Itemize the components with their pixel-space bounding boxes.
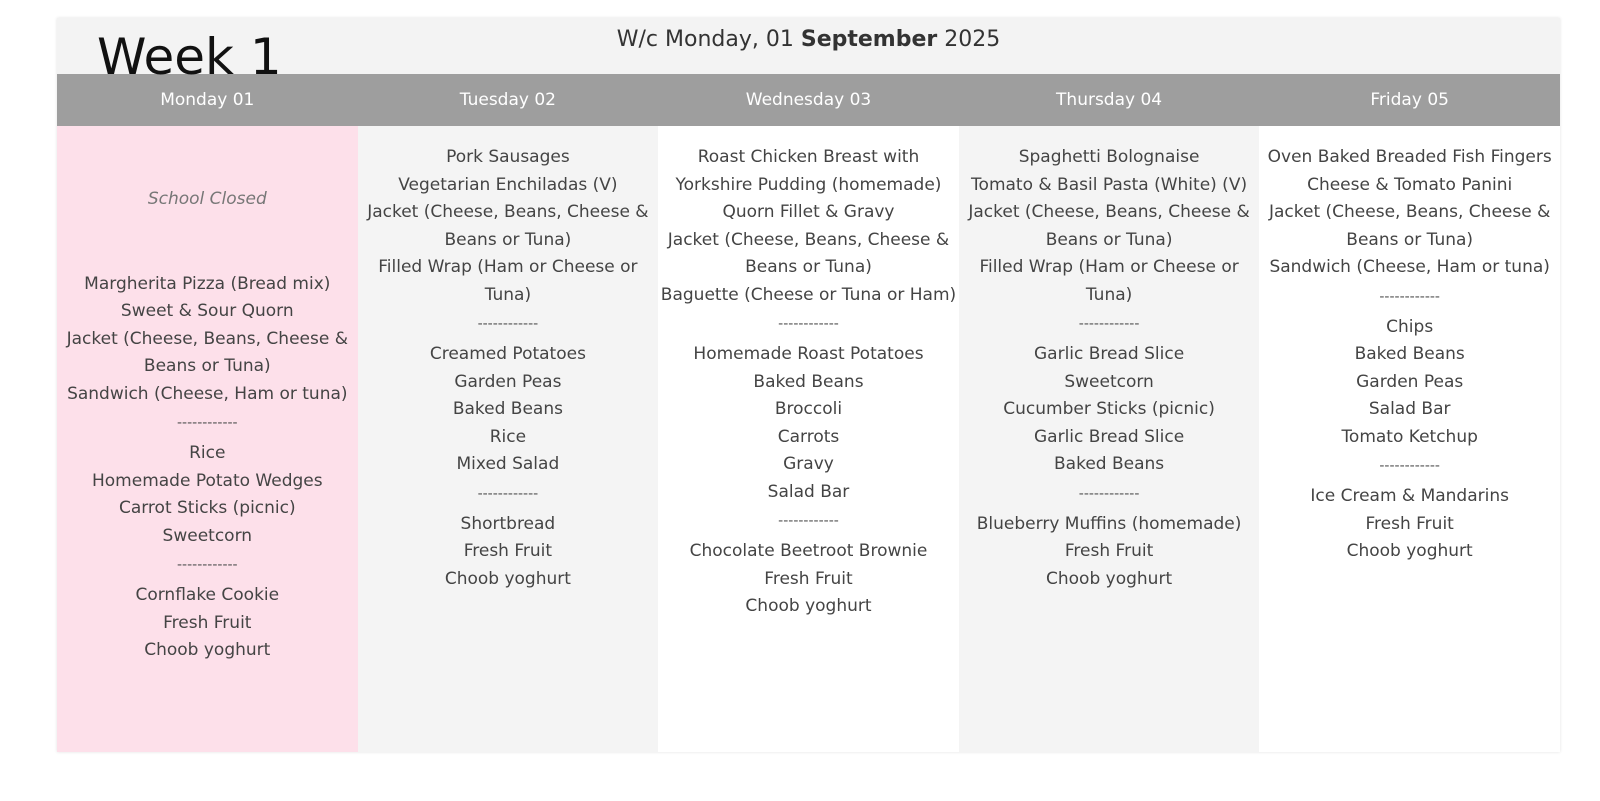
menu-item: Jacket (Cheese, Beans, Cheese & (367, 202, 649, 222)
menu-item: Spaghetti Bolognaise (1018, 147, 1200, 167)
sides-list (959, 341, 1260, 479)
menu-item: Choob yoghurt (144, 640, 271, 660)
menu-item: Sweetcorn (162, 525, 253, 546)
menu-item: Salad Bar (767, 481, 850, 502)
menu-item: Ice Cream & Mandarins (1310, 486, 1509, 506)
menu-item: Quorn Fillet & Gravy (722, 202, 895, 222)
menu-item: Gravy (783, 454, 834, 474)
day-column-friday (1259, 126, 1560, 752)
menu-item: Carrots (777, 426, 840, 447)
menu-item: Fresh Fruit (764, 568, 853, 589)
main-course-list (358, 144, 659, 309)
school-closed-note: School Closed (147, 189, 267, 209)
day-column-wednesday (658, 126, 959, 752)
day-header-row (57, 74, 1560, 126)
menu-item: Garden Peas (454, 371, 562, 392)
menu-item: Filled Wrap (Ham or Cheese or (979, 257, 1239, 277)
menu-item: Choob yoghurt (444, 568, 571, 589)
menu-item: Fresh Fruit (1064, 541, 1154, 561)
dessert-list (57, 582, 358, 665)
menu-item: Yorkshire Pudding (homemade) (675, 174, 942, 195)
menu-item: Mixed Salad (456, 454, 560, 474)
menu-item: Baked Beans (1354, 344, 1465, 364)
menu-item: Homemade Roast Potatoes (693, 344, 924, 364)
menu-item: Fresh Fruit (1365, 513, 1454, 534)
menu-item: Tuna) (1085, 284, 1133, 305)
menu-item: Baked Beans (753, 371, 864, 392)
course-divider: ------------ (1078, 485, 1140, 502)
menu-item: Fresh Fruit (463, 541, 553, 561)
sides-list (358, 341, 659, 479)
menu-item: Baked Beans (452, 399, 563, 419)
day-header-thursday: Thursday 04 (1056, 90, 1163, 110)
week-title (57, 27, 1560, 52)
sides-list (57, 440, 358, 550)
course-divider: ------------ (1379, 288, 1440, 305)
menu-item: Cucumber Sticks (picnic) (1003, 399, 1215, 419)
menu-item: Cornflake Cookie (135, 585, 280, 605)
menu-item: Tomato Ketchup (1341, 426, 1478, 447)
menu-item: Choob yoghurt (1046, 568, 1173, 589)
menu-columns (57, 126, 1560, 752)
week-title-prefix: W/c Monday, 01 (616, 27, 801, 52)
main-course-list (57, 271, 358, 409)
menu-item: Tomato & Basil Pasta (White) (V) (971, 174, 1248, 195)
menu-item: Beans or Tuna) (444, 229, 572, 250)
course-divider: ------------ (176, 415, 238, 431)
day-header-tuesday: Tuesday 02 (459, 90, 556, 110)
menu-item: Beans or Tuna) (745, 257, 872, 277)
course-divider: ------------ (477, 485, 539, 502)
menu-item: Cheese & Tomato Panini (1307, 174, 1513, 195)
menu-item: Carrot Sticks (picnic) (118, 498, 296, 518)
day-column-thursday (959, 126, 1260, 752)
menu-item: Vegetarian Enchiladas (V) (398, 174, 618, 195)
menu-item: Garlic Bread Slice (1033, 426, 1185, 447)
course-divider: ------------ (477, 316, 539, 332)
day-header-monday: Monday 01 (160, 90, 255, 110)
week-header (57, 18, 1560, 74)
week-label: Week 1 (97, 28, 282, 86)
menu-item: Jacket (Cheese, Beans, Cheese & (667, 229, 950, 250)
week-title-month: September (800, 27, 938, 52)
day-header-wednesday: Wednesday 03 (745, 90, 872, 110)
sides-list (1259, 314, 1560, 452)
menu-item: Beans or Tuna) (143, 356, 271, 376)
dessert-list (358, 511, 659, 594)
week-title-year: 2025 (937, 27, 1001, 52)
menu-item: Blueberry Muffins (homemade) (976, 513, 1242, 534)
menu-item: Chips (1386, 316, 1434, 337)
menu-item: Creamed Potatoes (429, 344, 586, 364)
menu-item: Sweetcorn (1064, 371, 1154, 392)
menu-item: Jacket (Cheese, Beans, Cheese & (1268, 202, 1551, 222)
day-column-monday (57, 126, 358, 752)
menu-item: Garden Peas (1356, 371, 1464, 392)
menu-card (57, 18, 1560, 752)
menu-item: Baked Beans (1054, 454, 1165, 474)
menu-item: Choob yoghurt (1346, 541, 1473, 561)
dessert-list (1259, 483, 1560, 566)
menu-item: Garlic Bread Slice (1033, 344, 1185, 364)
menu-item: Filled Wrap (Ham or Cheese or (378, 257, 638, 277)
main-course-list (658, 144, 959, 309)
menu-item: Shortbread (460, 513, 556, 534)
menu-item: Sweet & Sour Quorn (120, 301, 294, 321)
course-divider: ------------ (778, 513, 839, 529)
dessert-list (959, 511, 1260, 594)
menu-item: Choob yoghurt (745, 596, 872, 616)
day-header-friday: Friday 05 (1370, 90, 1449, 110)
menu-item: Tuna) (484, 284, 532, 305)
menu-item: Rice (189, 443, 226, 463)
course-divider: ------------ (778, 316, 839, 332)
menu-item: Salad Bar (1368, 399, 1451, 419)
menu-item: Jacket (Cheese, Beans, Cheese & (968, 202, 1250, 222)
dessert-list (658, 538, 959, 621)
menu-item: Beans or Tuna) (1045, 229, 1173, 250)
menu-item: Pork Sausages (446, 147, 570, 167)
menu-item: Jacket (Cheese, Beans, Cheese & (66, 328, 348, 349)
menu-item: Homemade Potato Wedges (91, 470, 323, 491)
day-column-tuesday (358, 126, 659, 752)
menu-item: Beans or Tuna) (1346, 229, 1474, 250)
menu-item: Margherita Pizza (Bread mix) (84, 273, 331, 294)
menu-item: Sandwich (Cheese, Ham or tuna) (1269, 257, 1550, 277)
sides-list (658, 341, 959, 506)
course-divider: ------------ (1379, 458, 1440, 474)
course-divider: ------------ (1078, 316, 1140, 332)
menu-item: Sandwich (Cheese, Ham or tuna) (67, 383, 348, 404)
course-divider: ------------ (176, 557, 238, 573)
main-course-list (959, 144, 1260, 309)
menu-item: Fresh Fruit (163, 612, 252, 633)
main-course-list (1259, 144, 1560, 282)
menu-item: Baguette (Cheese or Tuna or Ham) (660, 284, 957, 305)
menu-item: Roast Chicken Breast with (697, 147, 920, 167)
menu-item: Chocolate Beetroot Brownie (689, 541, 928, 561)
menu-item: Oven Baked Breaded Fish Fingers (1267, 147, 1552, 167)
menu-item: Broccoli (774, 399, 843, 419)
menu-item: Rice (489, 426, 527, 447)
